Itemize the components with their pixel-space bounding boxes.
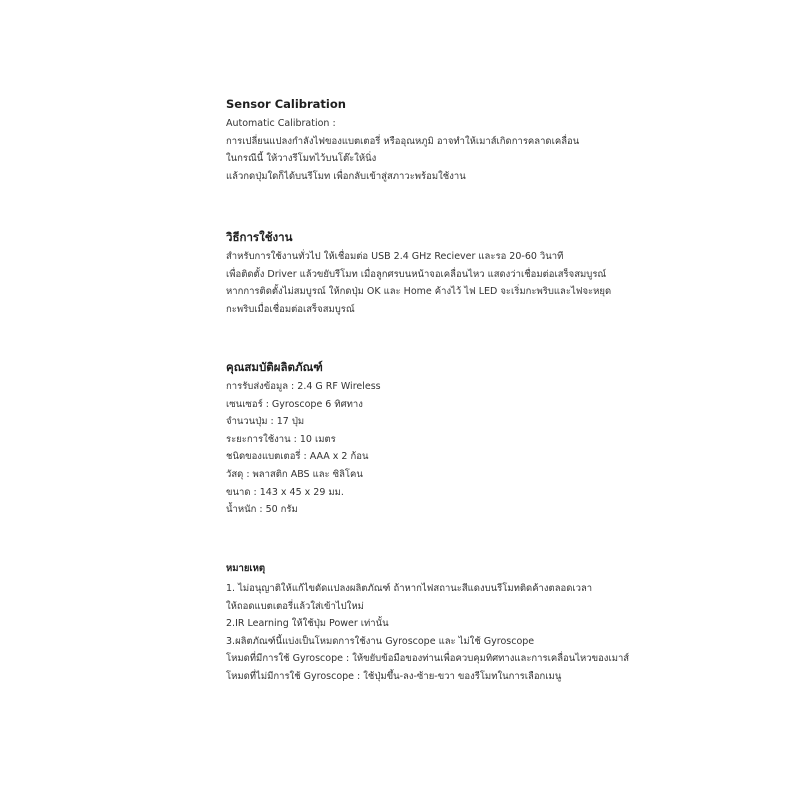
spec-line: ระยะการใช้งาน : 10 เมตร [226, 433, 336, 445]
spec-line: ขนาด : 143 x 45 x 29 มม. [226, 486, 344, 498]
usage-line: กะพริบเมื่อเชื่อมต่อเสร็จสมบูรณ์ [226, 303, 355, 315]
spec-line: น้ำหนัก : 50 กรัม [226, 504, 298, 516]
usage-line: สำหรับการใช้งานทั่วไป ให้เชื่อมต่อ USB 2.4 GHz Reciever และรอ 20-60 วินาที [226, 251, 564, 262]
notes-heading: หมายเหตุ [226, 563, 266, 574]
spec-line: เซนเซอร์ : Gyroscope 6 ทิศทาง [226, 398, 363, 410]
note-line: ให้ถอดแบตเตอรี่แล้วใส่เข้าไปใหม่ [226, 600, 364, 612]
note-line: 1. ไม่อนุญาติให้แก้ไขดัดแปลงผลิตภัณฑ์ ถ้าหากไฟสถานะสีแดงบนรีโมทติดค้างตลอดเวลา [226, 583, 593, 594]
product-specs-heading: คุณสมบัติผลิตภัณฑ์ [226, 360, 323, 374]
calibration-line: Automatic Calibration : [226, 118, 336, 129]
sensor-calibration-heading: Sensor Calibration [226, 97, 346, 111]
note-line: โหมดที่มีการใช้ Gyroscope : ให้ขยับข้อมือของท่านเพื่อควบคุมทิศทางและการเคลื่อนไหวของเมาส์ [226, 653, 630, 665]
spec-line: วัสดุ : พลาสติก ABS และ ซิลิโคน [226, 468, 363, 480]
calibration-line: ในกรณีนี้ ให้วางรีโมทไว้บนโต๊ะให้นิ่ง [226, 153, 377, 165]
note-line: โหมดที่ไม่มีการใช้ Gyroscope : ใช้ปุ่มขึ้น-ลง-ซ้าย-ขวา ของรีโมทในการเลือกเมนู [226, 670, 562, 682]
note-line: 3.ผลิตภัณฑ์นี้แบ่งเป็นโหมดการใช้งาน Gyroscope และ ไม่ใช้ Gyroscope [226, 635, 535, 647]
spec-line: จำนวนปุ่ม : 17 ปุ่ม [226, 416, 305, 428]
usage-instructions-heading: วิธีการใช้งาน [226, 230, 293, 244]
calibration-line: การเปลี่ยนแปลงกำลังไฟของแบตเตอรี่ หรืออุณหภูมิ อาจทำให้เมาส์เกิดการคลาดเคลื่อน [226, 135, 580, 147]
spec-line: ชนิดของแบตเตอรี่ : AAA x 2 ก้อน [226, 451, 369, 463]
notes-section [226, 562, 786, 686]
usage-instructions-section [226, 229, 786, 318]
sensor-calibration-section [226, 96, 786, 185]
calibration-line: แล้วกดปุ่มใดก็ได้บนรีโมท เพื่อกลับเข้าสู่สภาวะพร้อมใช้งาน [226, 170, 466, 182]
note-line: 2.IR Learning ให้ใช้ปุ่ม Power เท่านั้น [226, 618, 389, 630]
usage-line: เพื่อติดตั้ง Driver แล้วขยับรีโมท เมื่อลูกศรบนหน้าจอเคลื่อนไหว แสดงว่าเชื่อมต่อเสร็จสมบูรณ์ [226, 268, 607, 280]
spec-line: การรับส่งข้อมูล : 2.4 G RF Wireless [226, 381, 381, 392]
usage-line: หากการติดตั้งไม่สมบูรณ์ ให้กดปุ่ม OK และ Home ค้างไว้ ไฟ LED จะเริ่มกะพริบและไฟจะหยุด [226, 286, 612, 298]
product-specs-section [226, 359, 786, 519]
